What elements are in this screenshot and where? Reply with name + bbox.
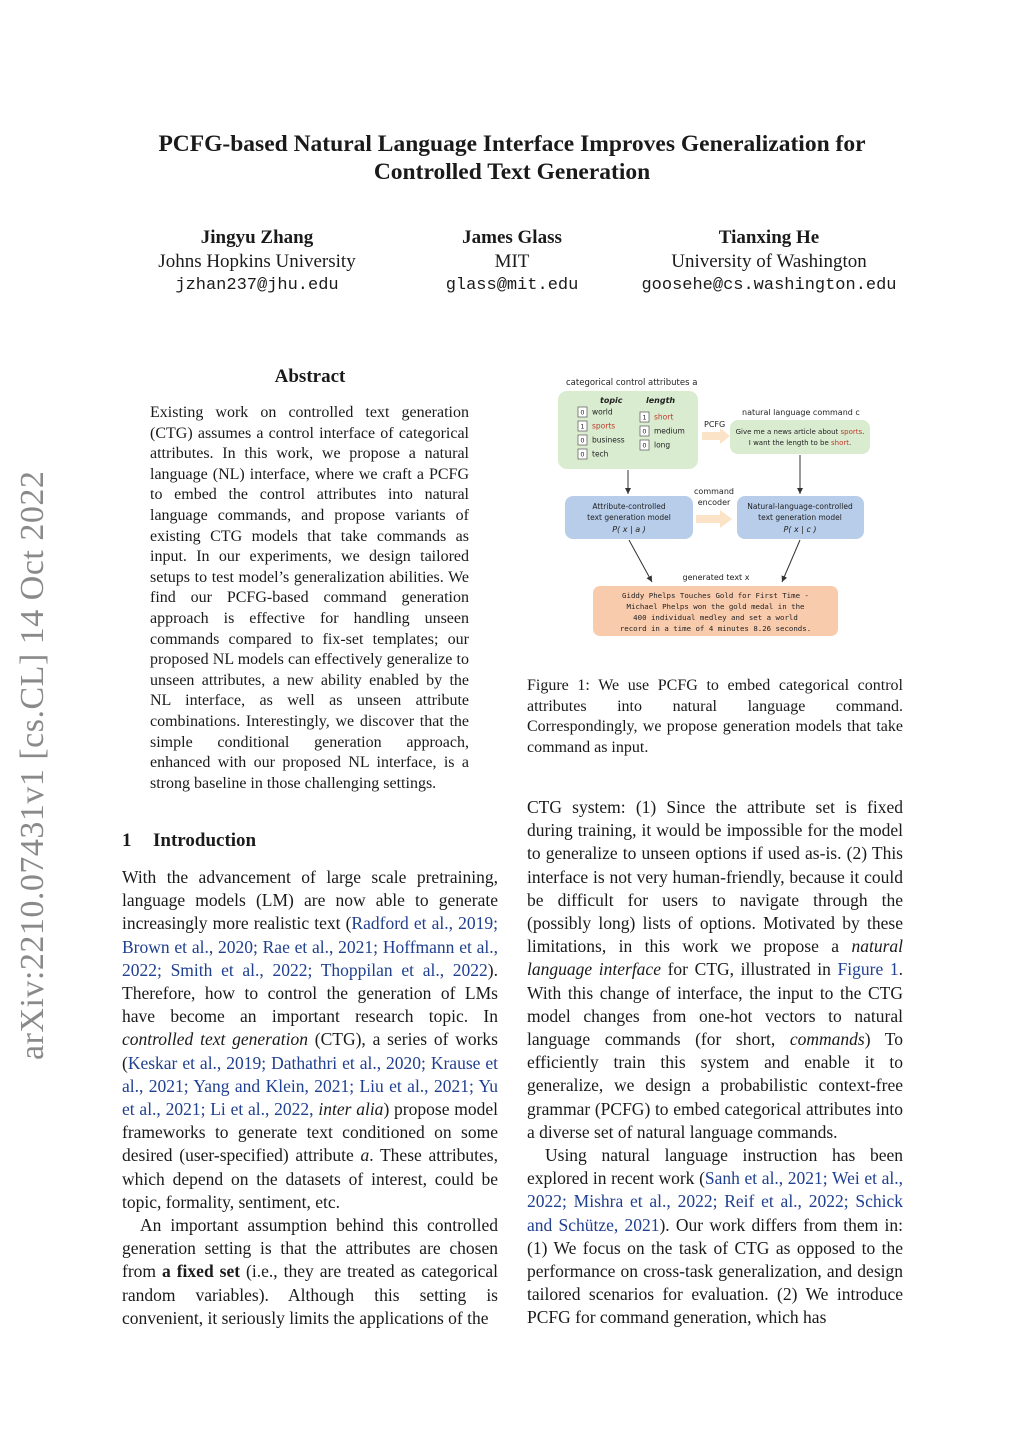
arxiv-identifier: arXiv:2210.07431v1 [cs.CL] 14 Oct 2022 xyxy=(14,470,51,1060)
encoder-label-line-2: encoder xyxy=(697,498,731,507)
one-hot-bit: 1 xyxy=(642,413,647,422)
attribute-option: tech xyxy=(592,449,609,459)
encoder-label-line-1: command xyxy=(694,487,734,496)
nl-model-line-2: text generation model xyxy=(758,513,842,522)
emphasis: commands xyxy=(789,1029,865,1050)
figure-diagram xyxy=(540,370,900,652)
paper-title xyxy=(100,130,924,186)
highlighted-attribute: sports xyxy=(840,428,863,436)
abstract-text: Existing work on controlled text generation (CTG) assumes a control interface of categorical attributes. In this work, we propose a natural language (NL) interface, where we craft a PCFG to embed the control attributes into natural language commands, and propose variants of existing CTG models that take commands as input. In our experiments, we design tailored setups to test model’s generalization abilities. We find our PCFG-based command generation approach is effective for handling unseen commands compared to fix-set templates; our proposed NL models can effectively generalize to unseen attributes, a new ability enabled by the NL interface, as well as unseen attribute combinations. Interestingly, we discover that the simple conditional generation approach, enhanced with our proposed NL interface, is a strong baseline in those challenging settings. xyxy=(150,404,469,792)
text-run: . xyxy=(848,439,852,447)
title-line-1: PCFG-based Natural Language Interface Improves Generalization for xyxy=(158,131,866,157)
nl-command-line-1 xyxy=(736,428,865,436)
emphasis: controlled text generation xyxy=(122,1029,308,1050)
attribute-option: long xyxy=(654,440,671,450)
intro-paragraph-2 xyxy=(122,1214,498,1330)
text-run: (CTG), a series of works ( xyxy=(122,1029,498,1073)
text-run: An important assumption behind this controlled generation setting is that the attributes are chosen from xyxy=(122,1215,498,1282)
text-run: I want the length to be xyxy=(748,439,831,447)
text-run: CTG system: (1) Since the attribute set is fixed during training, it would be impossible for the model to generalize to unseen options if used as-is. (2) This interface is not very human-friendly, because it could be difficult for users to navigate through the (possibly long) lists of options. Motivated by these limitations, in this work we propose a xyxy=(527,797,903,957)
generated-text-label: generated text x xyxy=(682,573,750,582)
attribute-option: medium xyxy=(654,426,685,436)
encoder-arrow xyxy=(696,510,732,528)
pcfg-label: PCFG xyxy=(704,420,726,429)
text-run: for CTG, illustrated in xyxy=(660,959,838,980)
section-title: Introduction xyxy=(153,830,257,851)
one-hot-bit: 0 xyxy=(580,450,585,459)
text-run: Using natural language instruction has been explored in recent work ( xyxy=(527,1145,903,1189)
text-run: (i.e., they are treated as categorical random variables). Although this setting is convenient, it seriously limits the applications of the xyxy=(122,1261,498,1328)
arrow-attr-model-to-text xyxy=(629,540,652,582)
right-paragraph-2 xyxy=(527,1144,903,1330)
left-column-body xyxy=(122,866,498,1330)
citation-link[interactable]: Radford et al., 2019; Brown et al., 2020; Rae et al., 2021; Hoffmann et al., 2022; Smith et al., 2022; Thoppilan et al., 2022 xyxy=(122,913,498,980)
nl-command-line-2 xyxy=(749,439,851,447)
generated-text-line: Giddy Phelps Touches Gold for First Time - xyxy=(622,591,809,600)
author-affiliation: MIT xyxy=(494,251,530,272)
attribute-option: sports xyxy=(592,421,616,431)
title-line-2: Controlled Text Generation xyxy=(373,159,651,185)
math-variable: a xyxy=(360,1145,370,1166)
text-run: . With this change of interface, the input to the CTG model changes from one-hot vectors to natural language commands (for short, xyxy=(527,959,903,1050)
author-email[interactable]: glass@mit.edu xyxy=(445,276,579,295)
length-header: length xyxy=(646,396,676,405)
right-paragraph-1 xyxy=(527,796,903,1144)
one-hot-bit: 0 xyxy=(580,408,585,417)
text-run: ) To efficiently train this system and enable it to generalize, we design a probabilistic context-free grammar (PCFG) to embed categorical attributes into a diverse set of natural language commands. xyxy=(527,1029,903,1142)
highlighted-attribute: short xyxy=(830,439,849,447)
nl-model-line-1: Natural-language-controlled xyxy=(747,502,853,511)
text-run: . xyxy=(862,428,865,436)
generated-text-line: 400 individual medley and set a world xyxy=(633,613,798,622)
text-run: ). Therefore, how to control the generation of LMs have become an important research topic. In xyxy=(122,959,498,1027)
section-heading xyxy=(122,830,256,852)
text-run: . These attributes, which depend on the datasets of interest, could be topic, formality, sentiment, etc. xyxy=(122,1145,498,1212)
author-name: James Glass xyxy=(462,227,562,248)
text-run: ). Our work differs from them in: (1) We focus on the task of CTG as opposed to the performance on cross-task generalization, and design tailored scenarios for evaluation. (2) We introduce PCFG for command generation, which has xyxy=(527,1214,903,1328)
generated-text-line: Michael Phelps won the gold medal in the xyxy=(626,602,805,611)
author-affiliation: University of Washington xyxy=(671,251,867,272)
author-2 xyxy=(372,226,652,298)
arrow-nl-model-to-text xyxy=(782,540,800,582)
emphasis: natural language interface xyxy=(527,936,903,980)
citation-link[interactable]: Keskar et al., 2019; Dathathri et al., 2020; Krause et al., 2021; Yang and Klein, 2021; Liu et al., 2021; Yu et al., 2021; Li et al., 2022, xyxy=(122,1052,498,1120)
one-hot-bit: 0 xyxy=(642,427,647,436)
nl-command-label: natural language command c xyxy=(742,408,860,417)
author-3 xyxy=(629,226,909,298)
attribute-model-line-1: Attribute-controlled xyxy=(592,502,666,511)
author-email[interactable]: goosehe@cs.washington.edu xyxy=(641,276,897,295)
author-1 xyxy=(117,226,397,298)
nl-command-box xyxy=(730,420,870,454)
attribute-model-line-2: text generation model xyxy=(587,513,671,522)
emphasis: inter alia xyxy=(318,1099,384,1120)
categorical-attributes-label: categorical control attributes a xyxy=(566,378,698,388)
intro-paragraph-1 xyxy=(122,866,498,1214)
author-email[interactable]: jzhan237@jhu.edu xyxy=(175,276,339,295)
one-hot-bit: 1 xyxy=(580,422,585,431)
bold-phrase: a fixed set xyxy=(162,1261,241,1282)
author-name: Jingyu Zhang xyxy=(200,227,314,248)
section-number: 1 xyxy=(122,830,132,851)
generated-text-line: record in a time of 4 minutes 8.26 seconds. xyxy=(619,624,812,633)
attribute-option: short xyxy=(654,412,674,422)
topic-header: topic xyxy=(600,396,623,405)
nl-model-formula: P( x | c ) xyxy=(783,525,817,534)
text-run: ) propose model frameworks to generate text conditioned on some desired (user-specified) attribute xyxy=(122,1099,498,1166)
attribute-option: business xyxy=(592,435,625,445)
one-hot-bit: 0 xyxy=(642,441,647,450)
author-affiliation: Johns Hopkins University xyxy=(158,251,356,272)
text-run: Give me a news article about xyxy=(735,428,841,436)
attribute-option: world xyxy=(592,407,613,417)
author-name: Tianxing He xyxy=(718,227,820,248)
right-column-body xyxy=(527,796,903,1330)
citation-link[interactable]: Sanh et al., 2021; Wei et al., 2022; Mishra et al., 2022; Reif et al., 2022; Schick and Schütze, 2021 xyxy=(527,1168,904,1235)
pcfg-arrow xyxy=(702,428,730,444)
figure-caption: Figure 1: We use PCFG to embed categorical control attributes into natural language command. Correspondingly, we propose generation models that take command as input. xyxy=(527,677,903,756)
abstract-heading: Abstract xyxy=(274,366,346,387)
figure-reference-link[interactable]: Figure 1 xyxy=(837,959,899,980)
attribute-model-formula: P( x | a ) xyxy=(612,525,646,534)
text-run: With the advancement of large scale pretraining, language models (LM) are now able to generate increasingly more realistic text ( xyxy=(122,867,498,934)
one-hot-bit: 0 xyxy=(580,436,585,445)
figure-1 xyxy=(540,370,900,652)
